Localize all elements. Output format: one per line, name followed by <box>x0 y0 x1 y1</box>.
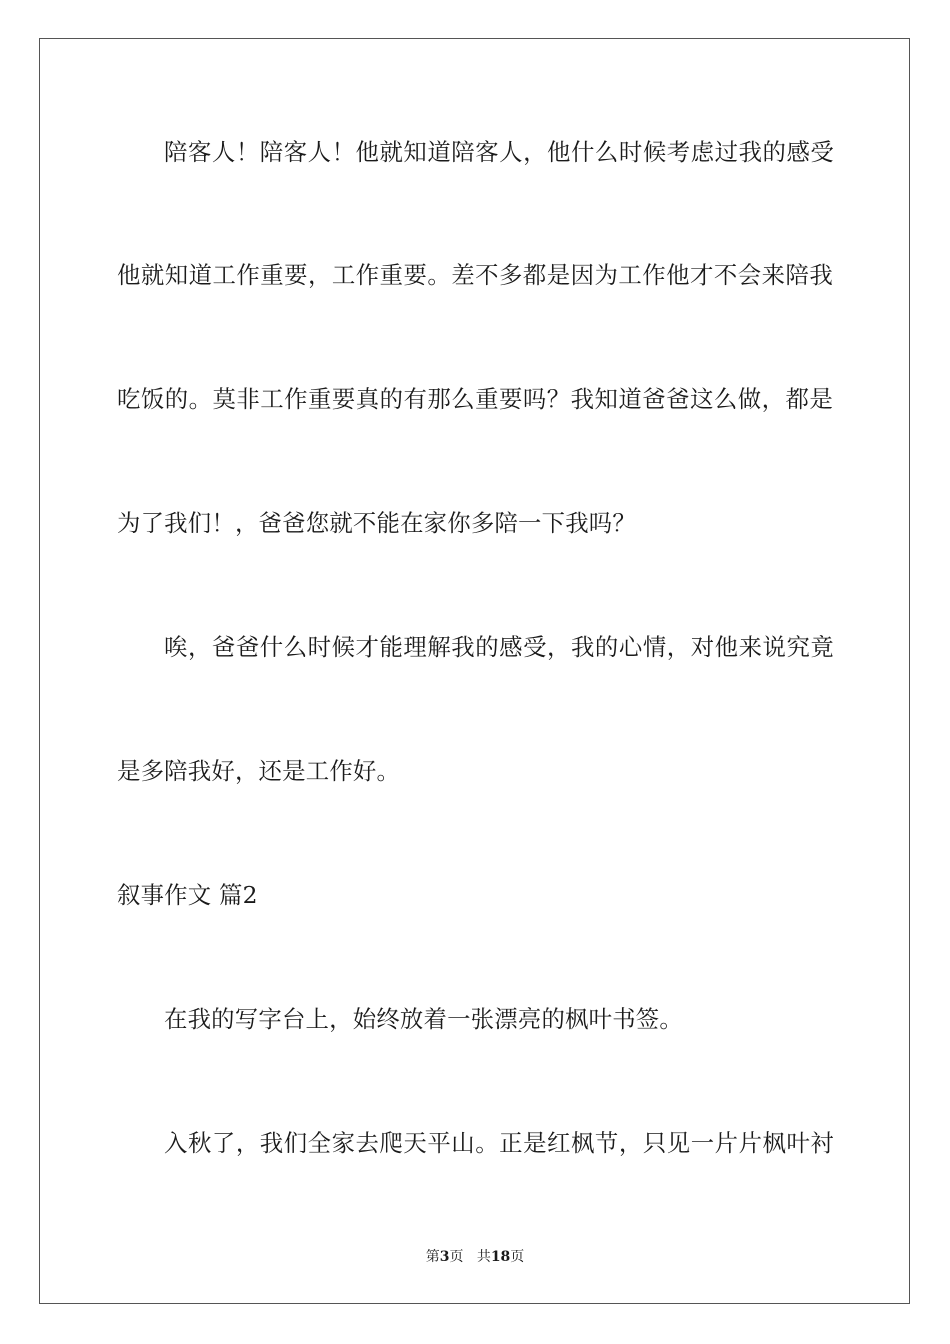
paragraph-line-5: 唉，爸爸什么时候才能理解我的感受，我的心情，对他来说究竟 <box>164 633 834 661</box>
paragraph-line-1: 陪客人！陪客人！他就知道陪客人，他什么时候考虑过我的感受 <box>164 138 834 166</box>
footer-total-prefix: 共 <box>476 1249 491 1265</box>
page-frame <box>39 38 910 1304</box>
footer-total-suffix: 页 <box>510 1249 525 1265</box>
paragraph-line-4: 为了我们！，爸爸您就不能在家你多陪一下我吗？ <box>117 509 636 537</box>
section-heading: 叙事作文 篇2 <box>117 881 258 909</box>
footer-page-prefix: 第 <box>425 1249 440 1265</box>
footer-page-number: 3 <box>439 1249 450 1265</box>
paragraph-line-2: 他就知道工作重要，工作重要。差不多都是因为工作他才不会来陪我 <box>117 261 833 289</box>
paragraph-line-6: 是多陪我好，还是工作好。 <box>117 757 401 785</box>
footer-total-number: 18 <box>490 1249 511 1265</box>
footer-page-suffix: 页 <box>449 1249 464 1265</box>
paragraph-line-3: 吃饭的。莫非工作重要真的有那么重要吗？我知道爸爸这么做，都是 <box>117 385 833 413</box>
page-footer <box>0 1248 950 1266</box>
paragraph-line-8: 在我的写字台上，始终放着一张漂亮的枫叶书签。 <box>164 1005 683 1033</box>
paragraph-line-9: 入秋了，我们全家去爬天平山。正是红枫节，只见一片片枫叶衬 <box>164 1129 834 1157</box>
